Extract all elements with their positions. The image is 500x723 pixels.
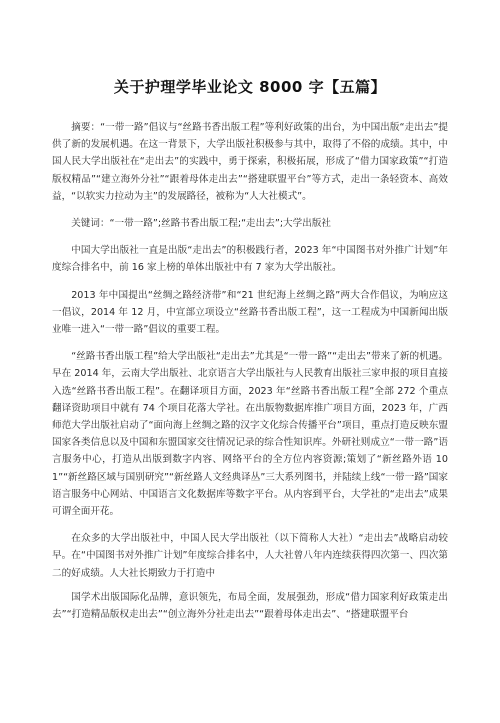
- body-paragraph: 2013 年中国提出“丝绸之路经济带”和“21 世纪海上丝绸之路”两大合作倡议，为响应这一倡议，2014 年 12 月，中宣部立项设立“丝路书香出版工程”，这一工程成为中国新闻出版业唯一进入“一带一路”倡议的重要工程。: [52, 289, 448, 336]
- body-paragraph: 国学术出版国际化品牌，意识领先，布局全面，发展强劲，形成“借力国家利好政策走出去”“打造精品版权走出去”“创立海外分社走出去”“跟着母体走出去”、“搭建联盟平台: [52, 591, 448, 621]
- body-paragraph: “丝路书香出版工程”给大学出版社“走出去”尤其是“一带一路”“走出去”带来了新的机遇。早在 2014 年，云南大学出版社、北京语言大学出版社与人民教育出版社三家申报的项目直接入选“丝路书香出版工程”。在翻译项目方面，2023 年“丝路书香出版工程”全部 272 个重点翻译资助项目中就有 74 个项目花落大学社。在出版物数据库推广项目方面，2023 年，广西师范大学出版社启动了“面向海上丝绸之路的汉字文化综合传播平台”项目，重点打造反映东盟国家各类信息以及中国和东盟国家交往情况记录的综合性知识库。外研社则成立“一带一路”语言服务中心，打造从出版到数字内容、网络平台的全方位内容资源;策划了“新丝路外语 101”“新丝路区域与国别研究”“新丝路人文经典译丛”三大系列图书，并陆续上线“一带一路”国家语言服务中心网站、中国语言文化数据库等数字平台。从内容到平台，大学社的“走出去”成果可谓全面开花。: [52, 351, 448, 518]
- document-page: [0, 76, 500, 723]
- document-title: 关于护理学毕业论文 8000 字【五篇】: [113, 78, 387, 96]
- keywords-paragraph: 关键词：“一带一路”;丝路书香出版工程;“走出去”;大学出版社: [71, 218, 332, 230]
- body-paragraph: 中国大学出版社一直是出版“走出去”的积极践行者，2023 年“中国图书对外推广计划”年度综合排名中，前 16 家上榜的单体出版社中有 7 家为大学出版社。: [52, 245, 448, 274]
- abstract-paragraph: 摘要：“一带一路”倡议与“丝路书香出版工程”等利好政策的出台，为中国出版“走出去”提供了新的发展机遇。在这一背景下，大学出版社积极参与其中，取得了不俗的成绩。其中，中国人民大学出版社在“走出去”的实践中，勇于探索，积极拓展，形成了“借力国家政策”“打造版权精品”“建立海外分社”“跟着母体走出去”“搭建联盟平台”等方式，走出一条轻资本、高效益，“以软实力拉动为主”的发展路径，被称为“人大社模式”。: [52, 122, 448, 202]
- body-paragraph: 在众多的大学出版社中，中国人民大学出版社（以下简称人大社）“走出去”战略启动较早。在“中国图书对外推广计划”年度综合排名中，人大社曾八年内连续获得四次第一、四次第二的好成绩。人大社长期致力于打造中: [52, 533, 448, 579]
